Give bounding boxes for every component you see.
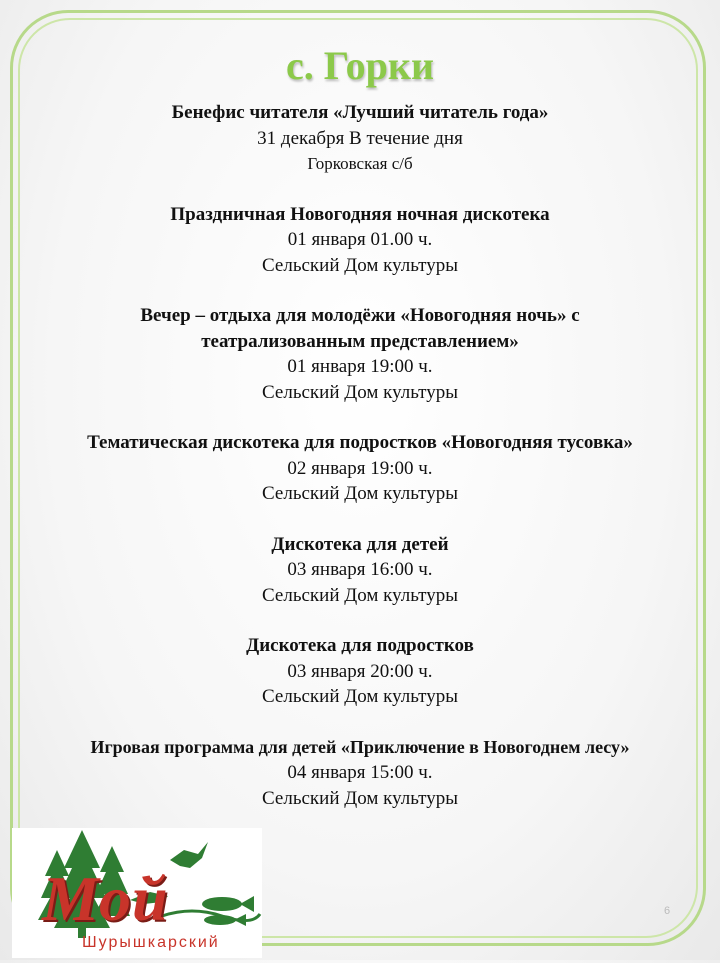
event-date: 03 января 20:00 ч. [287,660,433,682]
event-name: Вечер – отдыха для молодёжи «Новогодняя ночь» с театрализованным представлением» [140,305,580,352]
event-name: Дискотека для подростков [246,635,474,656]
event-name: Тематическая дискотека для подростков «Новогодняя тусовка» [87,432,633,453]
event-place: Горковская с/б [307,154,413,173]
event-place: Сельский Дом культуры [262,686,458,707]
event-name: Игровая программа для детей «Приключение в Новогоднем лесу» [90,736,630,757]
events-list [60,100,660,836]
event-place: Сельский Дом культуры [262,787,458,809]
event-item [60,303,660,405]
event-place: Сельский Дом культуры [262,381,458,403]
event-name: Праздничная Новогодняя ночная дискотека [170,203,550,225]
event-name: Бенефис читателя «Лучший читатель года» [171,102,549,123]
event-date: 01 января 01.00 ч. [287,229,433,250]
event-name: Дискотека для детей [271,533,449,555]
event-date: 31 декабря В течение дня [257,127,463,149]
event-item [60,532,660,609]
event-item [60,430,660,507]
logo [12,828,262,958]
logo-subtitle: Шурышкарский [82,934,220,951]
event-item [60,100,660,177]
logo-word: Мой [42,863,169,934]
event-item [60,202,660,279]
page-number: 6 [664,905,671,917]
event-place: Сельский Дом культуры [262,483,458,504]
event-place: Сельский Дом культуры [262,584,458,606]
event-item [60,633,660,710]
event-date: 04 января 15:00 ч. [287,762,433,783]
event-date: 03 января 16:00 ч. [287,559,433,580]
bird-icon [170,842,208,868]
event-date: 02 января 19:00 ч. [287,457,433,479]
event-item [60,735,660,812]
page-title: с. Горки [285,43,435,88]
event-place: Сельский Дом культуры [262,254,458,276]
event-date: 01 января 19:00 ч. [287,356,433,377]
